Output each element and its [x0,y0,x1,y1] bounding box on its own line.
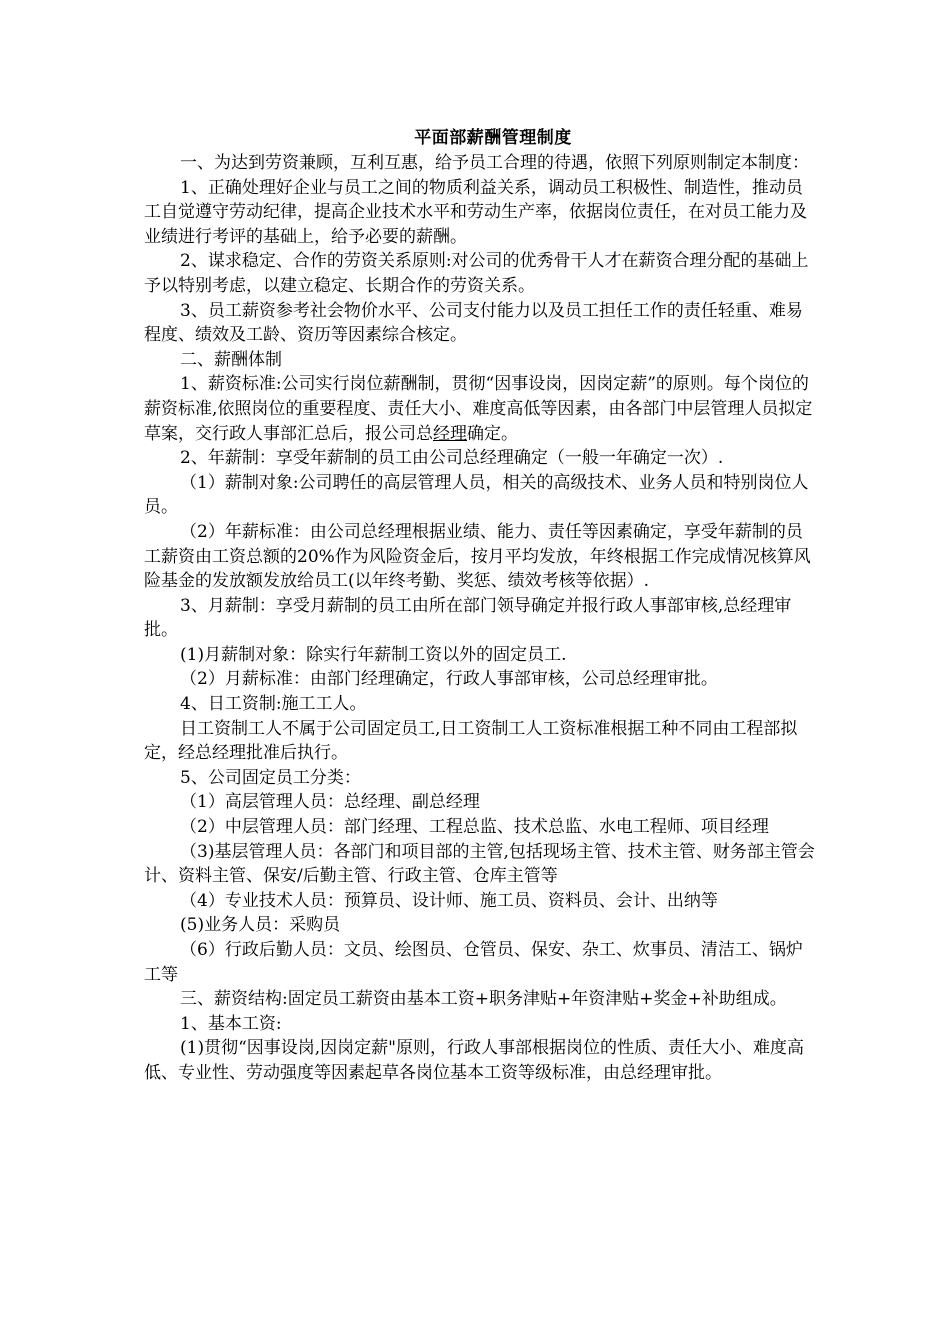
paragraph-11: (1)月薪制对象：除实行年薪制工资以外的固定员工. [180,644,567,665]
underlined-word: 经理 [433,423,467,444]
paragraph-12: （2）月薪标准：由部门经理确定，行政人事部审核，公司总经理审批。 [180,669,718,690]
paragraph-23: 1、基本工资: [180,1013,282,1034]
paragraph-19: （4）专业技术人员：预算员、设计师、施工员、资料员、会计、出纳等 [180,890,718,911]
paragraph-10: 3、月薪制：享受月薪制的员工由所在部门领导确定并报行政人事部审核,总经理审批。 [144,595,792,641]
section-heading-2: 二、薪酬体制 [180,349,282,370]
paragraph-1: 一、为达到劳资兼顾，互利互惠，给予员工合理的待遇，依照下列原则制定本制度： [180,153,809,173]
paragraph-14: 日工资制工人不属于公司固定员工,日工资制工人工资标准根据工种不同由工程部拟定，经总经理批准后执行。 [144,718,798,764]
paragraph-6-end: 确定。 [467,423,518,444]
paragraph-2: 1、正确处理好企业与员工之间的物质利益关系，调动员工积极性、制造性，推动员工自觉遵守劳动纪律，提高企业技术水平和劳动生产率，依据岗位责任，在对员工能力及业绩进行考评的基础上，给予必要的薪酬。 [144,177,807,247]
paragraph-20: (5)业务人员：采购员 [180,915,341,936]
paragraph-21: （6）行政后勤人员：文员、绘图员、仓管员、保安、杂工、炊事员、清洁工、锅炉工等 [144,940,803,985]
paragraph-8: （1）薪制对象:公司聘任的高层管理人员，相关的高级技术、业务人员和特别岗位人员。 [144,472,809,518]
paragraph-7: 2、年薪制：享受年薪制的员工由公司总经理确定（一般一年确定一次）. [180,448,724,469]
document-title: 平面部薪酬管理制度 [414,128,572,148]
paragraph-6-text: 1、薪资标准:公司实行岗位薪酬制，贯彻“因事设岗，因岗定薪”的原则。每个岗位的薪资标准,依照岗位的重要程度、责任大小、难度高低等因素，由各部门中层管理人员拟定草案，交行政人事部汇总后，报公司总 [144,374,813,444]
paragraph-4: 3、员工薪资参考社会物价水平、公司支付能力以及员工担任工作的责任轻重、难易程度、绩效及工龄、资历等因素综合核定。 [144,300,803,346]
paragraph-16: （1）高层管理人员：总经理、副总经理 [180,792,480,813]
document-body [144,151,816,1086]
paragraph-13: 4、日工资制:施工工人。 [180,694,367,715]
paragraph-9: （2）年薪标准：由公司总经理根据业绩、能力、责任等因素确定，享受年薪制的员工薪资由工资总额的20%作为风险资金后，按月平均发放，年终根据工作完成情况核算风险基金的发放额发放给员工(以年终考勤、奖惩、绩效考核等依据）. [144,521,811,592]
paragraph-3: 2、谋求稳定、合作的劳资关系原则:对公司的优秀骨干人才在薪资合理分配的基础上予以特别考虑，以建立稳定、长期合作的劳资关系。 [144,251,809,296]
paragraph-17: （2）中层管理人员：部门经理、工程总监、技术总监、水电工程师、项目经理 [180,817,769,838]
section-heading-3: 三、薪资结构:固定员工薪资由基本工资+职务津贴+年资津贴+奖金+补助组成。 [180,989,787,1010]
paragraph-15: 5、公司固定员工分类： [180,767,361,788]
paragraph-18: （3)基层管理人员：各部门和项目部的主管,包括现场主管、技术主管、财务部主管会计、资料主管、保安/后勤主管、行政主管、仓库主管等 [144,841,815,887]
paragraph-24: (1)贯彻“因事设岗,因岗定薪"原则，行政人事部根据岗位的性质、责任大小、难度高低、专业性、劳动强度等因素起草各岗位基本工资等级标准，由总经理审批。 [144,1038,804,1083]
paragraph-6 [144,372,816,446]
